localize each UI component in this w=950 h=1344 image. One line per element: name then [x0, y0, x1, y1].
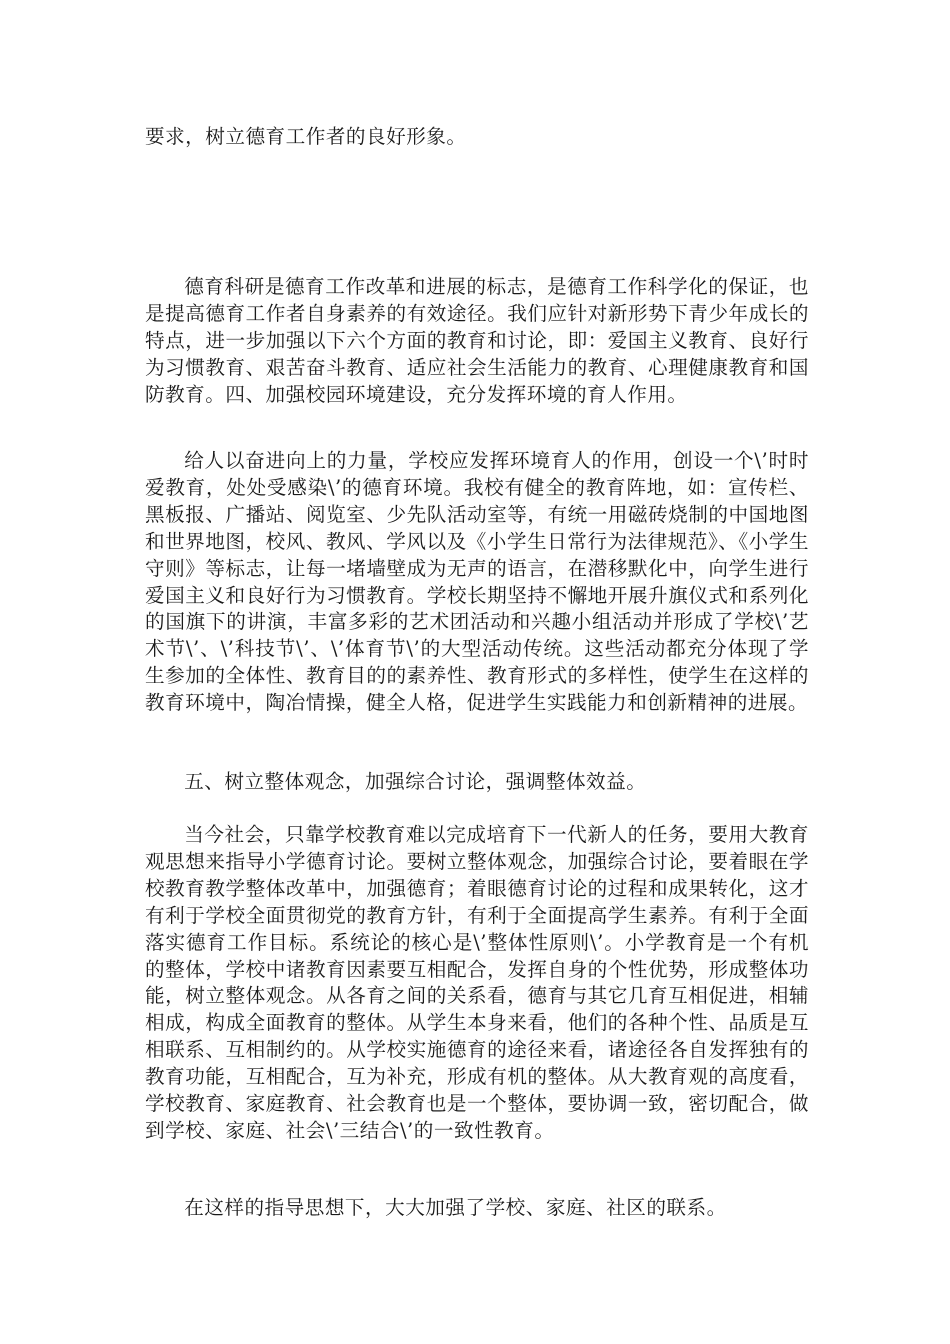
paragraph-guiding-thought: 在这样的指导思想下，大大加强了学校、家庭、社区的联系。 — [184, 1196, 727, 1219]
paragraph-school-environment: 给人以奋进向上的力量，学校应发挥环境育人的作用，创设一个\’时时爱教育，处处受感染\’的德育环境。我校有健全的教育阵地，如：宣传栏、黑板报、广播站、阅览室、少先队活动室等，有统一用磁砖烧制的中国地图和世界地图，校风、教风、学风以及《小学生日常行为法律规范》、《小学生守则》等标志，让每一堵墙壁成为无声的语言，在潜移默化中，向学生进行爱国主义和良好行为习惯教育。学校长期坚持不懈地开展升旗仪式和系列化的国旗下的讲演，丰富多彩的艺术团活动和兴趣小组活动并形成了学校\’艺术节\’、\’科技节\’、\’体育节\’的大型活动传统。这些活动都充分体现了学生参加的全体性、教育目的的素养性、教育形式的多样性，使学生在这样的教育环境中，陶冶情操，健全人格，促进学生实践能力和创新精神的进展。 — [145, 449, 809, 715]
paragraph-continuation: 要求，树立德育工作者的良好形象。 — [145, 125, 467, 148]
section-heading-five: 五、树立整体观念，加强综合讨论，强调整体效益。 — [184, 770, 647, 793]
paragraph-holistic-view: 当今社会，只靠学校教育难以完成培育下一代新人的任务，要用大教育观思想来指导小学德育讨论。要树立整体观念，加强综合讨论，要着眼在学校教育教学整体改革中，加强德育；着眼德育讨论的过程和成果转化，这才有利于学校全面贯彻党的教育方针，有利于全面提高学生素养。有利于全面落实德育工作目标。系统论的核心是\’整体性原则\’。小学教育是一个有机的整体，学校中诸教育因素要互相配合，发挥自身的个性优势，形成整体功能，树立整体观念。从各育之间的关系看，德育与其它几育互相促进，相辅相成，构成全面教育的整体。从学生本身来看，他们的各种个性、品质是互相联系、互相制约的。从学校实施德育的途径来看，诸途径各自发挥独有的教育功能，互相配合，互为补充，形成有机的整体。从大教育观的高度看，学校教育、家庭教育、社会教育也是一个整体，要协调一致，密切配合，做到学校、家庭、社会\’三结合\’的一致性教育。 — [145, 823, 809, 1142]
paragraph-moral-research: 德育科研是德育工作改革和进展的标志，是德育工作科学化的保证，也是提高德育工作者自身素养的有效途径。我们应针对新形势下青少年成长的特点，进一步加强以下六个方面的教育和讨论，即：爱国主义教育、良好行为习惯教育、艰苦奋斗教育、适应社会生活能力的教育、心理健康教育和国防教育。四、加强校园环境建设，充分发挥环境的育人作用。 — [145, 275, 809, 406]
